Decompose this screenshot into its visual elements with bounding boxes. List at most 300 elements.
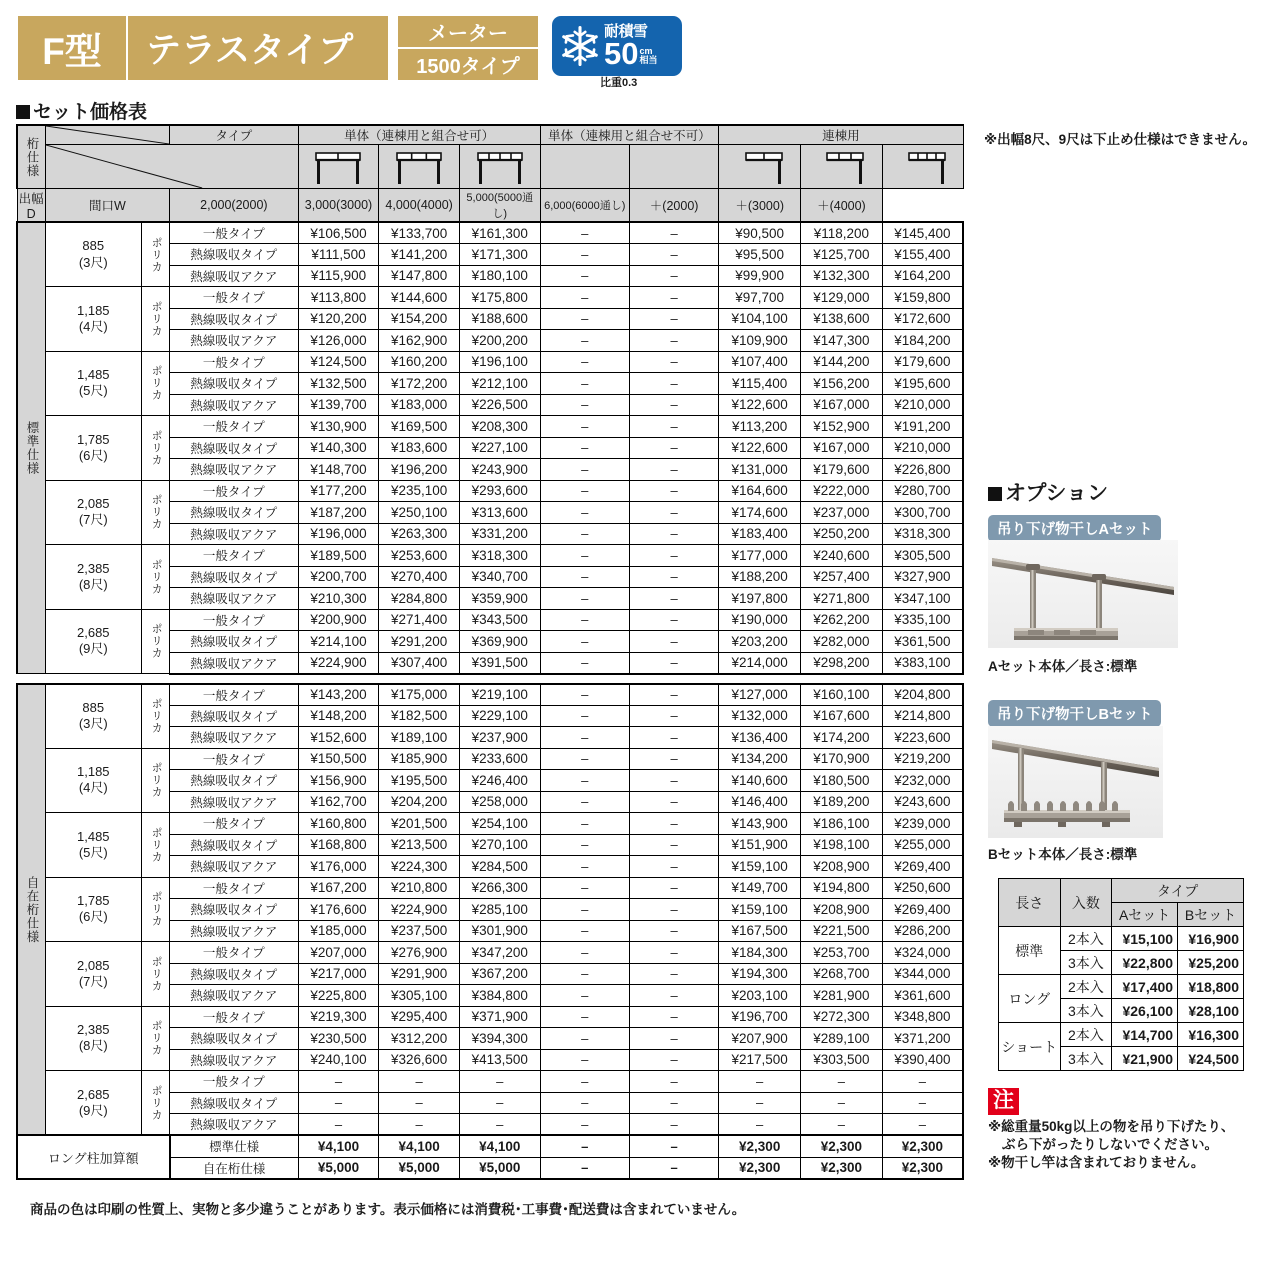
price-cell: ¥207,900 [719, 1028, 801, 1050]
price-cell: ¥266,300 [459, 877, 540, 899]
variant-cell: 熱線吸収タイプ [170, 437, 299, 459]
material-cell: ポリカ [141, 287, 169, 352]
price-cell: ¥343,500 [459, 609, 540, 631]
variant-cell: 一般タイプ [170, 684, 299, 706]
table-row [17, 1006, 963, 1028]
price-cell: ¥148,200 [298, 705, 379, 727]
price-cell: – [629, 705, 718, 727]
material-cell: ポリカ [141, 684, 169, 749]
variant-cell: 熱線吸収アクア [170, 727, 299, 749]
price-cell: ¥189,100 [379, 727, 460, 749]
price-cell: – [629, 770, 718, 792]
price-cell: ¥204,200 [379, 791, 460, 813]
table-row [17, 480, 963, 502]
price-cell: – [801, 1114, 883, 1136]
price-cell: – [629, 523, 718, 545]
price-cell: – [540, 523, 629, 545]
price-cell: ¥272,300 [801, 1006, 883, 1028]
price-cell: ¥151,900 [719, 834, 801, 856]
price-cell: – [629, 1028, 718, 1050]
price-cell: ¥361,500 [882, 631, 963, 653]
column-header: ＋(3000) [719, 189, 801, 223]
price-cell: ¥359,900 [459, 588, 540, 610]
price-cell: ¥124,500 [298, 351, 379, 373]
price-cell: ¥196,000 [298, 523, 379, 545]
variant-cell: 熱線吸収タイプ [170, 963, 299, 985]
price-cell: – [459, 1114, 540, 1136]
price-cell: ¥185,000 [298, 920, 379, 942]
price-cell: – [540, 480, 629, 502]
snow-load-badge [552, 16, 682, 76]
price-cell: ¥253,700 [801, 942, 883, 964]
roof-ext-4bay-icon [882, 145, 963, 189]
variant-cell: 熱線吸収アクア [170, 265, 299, 287]
table-row [17, 416, 963, 438]
price-cell: – [629, 791, 718, 813]
price-cell: ¥214,100 [298, 631, 379, 653]
price-cell: – [882, 1071, 963, 1093]
price-cell: – [298, 1092, 379, 1114]
price-cell: ¥120,200 [298, 308, 379, 330]
option-length-header: 長さ [999, 879, 1061, 927]
long-post-price: ¥5,000 [379, 1157, 460, 1179]
price-cell: ¥172,200 [379, 373, 460, 395]
option-price-b: ¥16,900 [1178, 927, 1244, 951]
price-cell: ¥384,800 [459, 985, 540, 1007]
price-cell: ¥131,000 [719, 459, 801, 481]
price-cell: – [540, 566, 629, 588]
snow-unit-top: cm [639, 45, 653, 56]
price-cell: – [629, 1092, 718, 1114]
price-cell: – [540, 287, 629, 309]
price-cell: – [629, 265, 718, 287]
price-cell: ¥170,900 [801, 748, 883, 770]
price-cell: ¥164,200 [882, 265, 963, 287]
price-cell: – [629, 652, 718, 674]
price-cell: ¥132,300 [801, 265, 883, 287]
price-cell: – [629, 373, 718, 395]
variant-cell: 熱線吸収タイプ [170, 566, 299, 588]
price-cell: ¥276,900 [379, 942, 460, 964]
price-cell: ¥263,300 [379, 523, 460, 545]
variant-cell: 熱線吸収タイプ [170, 244, 299, 266]
long-post-price: ¥2,300 [801, 1135, 883, 1157]
option-count-header: 入数 [1060, 879, 1112, 927]
depth-cell: 2,385 (8尺) [45, 1006, 141, 1071]
price-cell: ¥196,100 [459, 351, 540, 373]
variant-cell: 熱線吸収タイプ [170, 373, 299, 395]
long-post-price: ¥4,100 [298, 1135, 379, 1157]
option-count-cell: 3本入 [1060, 951, 1112, 975]
table-row [17, 287, 963, 309]
price-cell: – [629, 899, 718, 921]
material-cell: ポリカ [141, 748, 169, 813]
price-cell: ¥140,600 [719, 770, 801, 792]
price-cell: ¥176,000 [298, 856, 379, 878]
price-cell: – [540, 899, 629, 921]
price-cell: ¥318,300 [459, 545, 540, 567]
depth-cell: 885 (3尺) [45, 222, 141, 287]
price-cell: ¥232,000 [882, 770, 963, 792]
price-cell: ¥239,000 [882, 813, 963, 835]
price-cell: ¥250,600 [882, 877, 963, 899]
price-cell: ¥269,400 [882, 856, 963, 878]
price-cell: ¥196,700 [719, 1006, 801, 1028]
option-a-image [988, 540, 1178, 648]
depth-cell: 2,085 (7尺) [45, 480, 141, 545]
price-cell: ¥219,100 [459, 684, 540, 706]
price-cell: – [540, 920, 629, 942]
price-cell: ¥159,800 [882, 287, 963, 309]
variant-cell: 一般タイプ [170, 748, 299, 770]
price-cell: ¥284,800 [379, 588, 460, 610]
option-length-cell: ロング [999, 975, 1061, 1023]
variant-cell: 熱線吸収タイプ [170, 308, 299, 330]
price-cell: ¥90,500 [719, 222, 801, 244]
price-cell: ¥197,800 [719, 588, 801, 610]
depth-cell: 2,685 (9尺) [45, 609, 141, 674]
price-cell: ¥132,500 [298, 373, 379, 395]
table-row [17, 1071, 963, 1093]
price-cell: ¥169,500 [379, 416, 460, 438]
price-cell: ¥307,400 [379, 652, 460, 674]
price-cell: – [629, 631, 718, 653]
table-row [999, 975, 1244, 999]
material-cell: ポリカ [141, 480, 169, 545]
price-cell: ¥179,600 [882, 351, 963, 373]
price-cell: – [540, 856, 629, 878]
price-cell: ¥413,500 [459, 1049, 540, 1071]
long-post-price: ¥5,000 [459, 1157, 540, 1179]
price-cell: ¥210,300 [298, 588, 379, 610]
price-cell: ¥195,600 [882, 373, 963, 395]
price-cell: ¥155,400 [882, 244, 963, 266]
price-cell: ¥145,400 [882, 222, 963, 244]
variant-cell: 熱線吸収アクア [170, 330, 299, 352]
price-cell: – [540, 545, 629, 567]
price-cell: – [629, 222, 718, 244]
price-cell: ¥289,100 [801, 1028, 883, 1050]
price-cell: – [540, 459, 629, 481]
price-cell: ¥122,600 [719, 394, 801, 416]
price-cell: ¥394,300 [459, 1028, 540, 1050]
price-cell: ¥188,200 [719, 566, 801, 588]
roof-4bay-icon [459, 145, 540, 189]
price-cell: ¥200,700 [298, 566, 379, 588]
price-cell: ¥250,200 [801, 523, 883, 545]
diagonal-corner-cell-lower [45, 145, 298, 189]
variant-cell: 一般タイプ [170, 480, 299, 502]
price-cell: ¥118,200 [801, 222, 883, 244]
width-header: 間口W [45, 189, 169, 223]
price-cell: ¥257,400 [801, 566, 883, 588]
price-cell: ¥190,000 [719, 609, 801, 631]
price-cell: ¥99,900 [719, 265, 801, 287]
price-cell: ¥136,400 [719, 727, 801, 749]
unit-line1: メーター [398, 16, 538, 47]
price-cell: ¥226,500 [459, 394, 540, 416]
model-badge: F型 [18, 16, 126, 80]
price-cell: ¥305,500 [882, 545, 963, 567]
price-cell: ¥253,600 [379, 545, 460, 567]
price-cell: ¥303,500 [801, 1049, 883, 1071]
price-cell: – [629, 244, 718, 266]
long-post-price: – [629, 1135, 718, 1157]
option-count-cell: 2本入 [1060, 975, 1112, 999]
long-post-price: – [540, 1135, 629, 1157]
price-cell: ¥187,200 [298, 502, 379, 524]
option-b-header: Bセット [1178, 903, 1244, 927]
set-price-table [16, 124, 964, 1136]
long-post-price: – [629, 1157, 718, 1179]
snow-value: 50 [604, 36, 639, 72]
price-cell: ¥312,200 [379, 1028, 460, 1050]
price-cell: – [540, 652, 629, 674]
price-cell: ¥227,100 [459, 437, 540, 459]
price-cell: ¥150,500 [298, 748, 379, 770]
price-cell: ¥140,300 [298, 437, 379, 459]
depth-cell: 1,485 (5尺) [45, 351, 141, 416]
price-cell: ¥141,200 [379, 244, 460, 266]
price-cell: ¥361,600 [882, 985, 963, 1007]
price-cell: ¥134,200 [719, 748, 801, 770]
material-cell: ポリカ [141, 609, 169, 674]
column-header: 6,000(6000通し) [540, 189, 629, 223]
price-cell: ¥194,800 [801, 877, 883, 899]
price-cell: ¥122,600 [719, 437, 801, 459]
variant-cell: 一般タイプ [170, 287, 299, 309]
type-badge: テラスタイプ [128, 16, 388, 80]
price-cell: ¥104,100 [719, 308, 801, 330]
variant-cell: 熱線吸収アクア [170, 588, 299, 610]
group-header: 単体（連棟用と組合せ不可） [540, 125, 719, 145]
price-cell: ¥240,100 [298, 1049, 379, 1071]
column-header: 4,000(4000) [379, 189, 460, 223]
price-cell: ¥191,200 [882, 416, 963, 438]
price-cell: – [298, 1114, 379, 1136]
material-cell: ポリカ [141, 877, 169, 942]
price-cell: ¥111,500 [298, 244, 379, 266]
price-cell: ¥167,000 [801, 394, 883, 416]
price-cell: – [801, 1092, 883, 1114]
column-header: ＋(2000) [629, 189, 718, 223]
warning-line1: ※総重量50kg以上の物を吊り下げたり、 [988, 1119, 1235, 1134]
price-cell: ¥200,200 [459, 330, 540, 352]
price-cell: ¥95,500 [719, 244, 801, 266]
price-cell: – [540, 834, 629, 856]
price-cell: – [629, 545, 718, 567]
price-cell: ¥130,900 [298, 416, 379, 438]
price-cell: ¥132,000 [719, 705, 801, 727]
price-cell: – [629, 588, 718, 610]
option-price-b: ¥16,300 [1178, 1023, 1244, 1047]
option-b-image [988, 726, 1163, 838]
price-cell: ¥271,800 [801, 588, 883, 610]
price-cell: ¥383,100 [882, 652, 963, 674]
price-cell: ¥284,500 [459, 856, 540, 878]
price-cell: ¥152,900 [801, 416, 883, 438]
price-cell: ¥167,500 [719, 920, 801, 942]
diagonal-corner-cell [45, 125, 169, 145]
option-heading [988, 477, 1108, 507]
price-cell: ¥183,400 [719, 523, 801, 545]
price-cell: – [298, 1071, 379, 1093]
variant-cell: 熱線吸収タイプ [170, 1028, 299, 1050]
price-cell: ¥286,200 [882, 920, 963, 942]
price-cell: ¥217,000 [298, 963, 379, 985]
price-cell: – [882, 1092, 963, 1114]
price-cell: ¥300,700 [882, 502, 963, 524]
long-post-surcharge-table [16, 1134, 964, 1180]
price-cell: ¥144,200 [801, 351, 883, 373]
variant-cell: 熱線吸収アクア [170, 652, 299, 674]
price-cell: – [540, 1049, 629, 1071]
price-cell: – [629, 416, 718, 438]
price-table-heading [16, 97, 147, 124]
price-cell: – [629, 727, 718, 749]
long-post-price: ¥2,300 [882, 1157, 963, 1179]
price-cell: ¥164,600 [719, 480, 801, 502]
price-cell: ¥280,700 [882, 480, 963, 502]
price-cell: – [629, 684, 718, 706]
price-cell: ¥222,000 [801, 480, 883, 502]
price-cell: – [540, 265, 629, 287]
snowflake-icon [558, 24, 602, 68]
option-count-cell: 3本入 [1060, 999, 1112, 1023]
price-cell: ¥208,900 [801, 899, 883, 921]
price-cell: ¥326,600 [379, 1049, 460, 1071]
price-cell: ¥175,800 [459, 287, 540, 309]
price-cell: ¥109,900 [719, 330, 801, 352]
price-cell: ¥174,200 [801, 727, 883, 749]
price-cell: ¥371,200 [882, 1028, 963, 1050]
price-cell: ¥126,000 [298, 330, 379, 352]
price-cell: ¥125,700 [801, 244, 883, 266]
price-cell: – [379, 1092, 460, 1114]
price-cell: ¥208,300 [459, 416, 540, 438]
price-cell: ¥139,700 [298, 394, 379, 416]
price-cell: ¥230,500 [298, 1028, 379, 1050]
price-cell: – [719, 1114, 801, 1136]
price-cell: ¥156,200 [801, 373, 883, 395]
price-cell: – [540, 791, 629, 813]
depth-cell: 2,385 (8尺) [45, 545, 141, 610]
variant-cell: 一般タイプ [170, 222, 299, 244]
price-cell: ¥148,700 [298, 459, 379, 481]
price-cell: ¥246,400 [459, 770, 540, 792]
price-cell: – [540, 705, 629, 727]
price-cell: – [629, 748, 718, 770]
table-row [17, 748, 963, 770]
price-cell: – [540, 727, 629, 749]
price-cell: ¥224,300 [379, 856, 460, 878]
price-cell: – [540, 502, 629, 524]
price-cell: ¥335,100 [882, 609, 963, 631]
price-cell: ¥295,400 [379, 1006, 460, 1028]
table-row [17, 545, 963, 567]
price-cell: ¥160,800 [298, 813, 379, 835]
variant-cell: 熱線吸収アクア [170, 1049, 299, 1071]
price-cell: ¥212,100 [459, 373, 540, 395]
option-type-header: タイプ [1112, 879, 1244, 903]
price-cell: ¥255,000 [882, 834, 963, 856]
table-row [17, 222, 963, 244]
price-cell: ¥97,700 [719, 287, 801, 309]
price-cell: – [540, 770, 629, 792]
price-cell: – [540, 416, 629, 438]
group-header: 単体（連棟用と組合せ可） [298, 125, 540, 145]
price-cell: – [629, 480, 718, 502]
option-price-a: ¥17,400 [1112, 975, 1178, 999]
price-cell: – [629, 985, 718, 1007]
variant-cell: 熱線吸収アクア [170, 985, 299, 1007]
price-cell: – [540, 609, 629, 631]
price-cell: – [629, 856, 718, 878]
depth-cell: 1,185 (4尺) [45, 748, 141, 813]
price-cell: ¥305,100 [379, 985, 460, 1007]
price-cell: ¥271,400 [379, 609, 460, 631]
price-cell: ¥186,100 [801, 813, 883, 835]
price-cell: ¥214,800 [882, 705, 963, 727]
material-cell: ポリカ [141, 222, 169, 287]
price-cell: ¥213,500 [379, 834, 460, 856]
price-cell: ¥210,000 [882, 437, 963, 459]
price-cell: ¥237,500 [379, 920, 460, 942]
price-cell: ¥233,600 [459, 748, 540, 770]
depth-cell: 1,785 (6尺) [45, 416, 141, 481]
price-cell: – [629, 459, 718, 481]
empty-header-cell [540, 145, 629, 189]
price-cell: ¥143,900 [719, 813, 801, 835]
price-cell: ¥162,700 [298, 791, 379, 813]
snow-unit-bottom: 相当 [639, 55, 658, 66]
price-cell: ¥282,000 [801, 631, 883, 653]
price-cell: ¥154,200 [379, 308, 460, 330]
price-cell: ¥160,200 [379, 351, 460, 373]
table-row [17, 1135, 963, 1157]
price-cell: – [629, 1114, 718, 1136]
price-cell: ¥174,600 [719, 502, 801, 524]
price-cell: – [540, 877, 629, 899]
price-cell: ¥291,200 [379, 631, 460, 653]
material-cell: ポリカ [141, 416, 169, 481]
variant-cell: 熱線吸収アクア [170, 856, 299, 878]
price-cell: – [379, 1114, 460, 1136]
variant-cell: 熱線吸収タイプ [170, 1092, 299, 1114]
long-post-spec: 自在桁仕様 [170, 1157, 299, 1179]
price-cell: ¥189,500 [298, 545, 379, 567]
price-cell: ¥208,900 [801, 856, 883, 878]
price-cell: ¥115,900 [298, 265, 379, 287]
price-cell: ¥210,000 [882, 394, 963, 416]
price-cell: – [540, 985, 629, 1007]
price-cell: – [719, 1092, 801, 1114]
variant-cell: 熱線吸収タイプ [170, 834, 299, 856]
material-cell: ポリカ [141, 351, 169, 416]
price-cell: ¥217,500 [719, 1049, 801, 1071]
price-cell: ¥214,000 [719, 652, 801, 674]
price-cell: ¥152,600 [298, 727, 379, 749]
price-cell: ¥270,100 [459, 834, 540, 856]
price-cell: ¥224,900 [298, 652, 379, 674]
price-cell: ¥219,300 [298, 1006, 379, 1028]
variant-cell: 一般タイプ [170, 351, 299, 373]
price-cell: ¥180,100 [459, 265, 540, 287]
material-cell: ポリカ [141, 813, 169, 878]
price-cell: ¥390,400 [882, 1049, 963, 1071]
variant-cell: 一般タイプ [170, 877, 299, 899]
footer-note: 商品の色は印刷の性質上、実物と多少違うことがあります。表示価格には消費税･工事費･配送費は含まれていません。 [30, 1202, 746, 1217]
